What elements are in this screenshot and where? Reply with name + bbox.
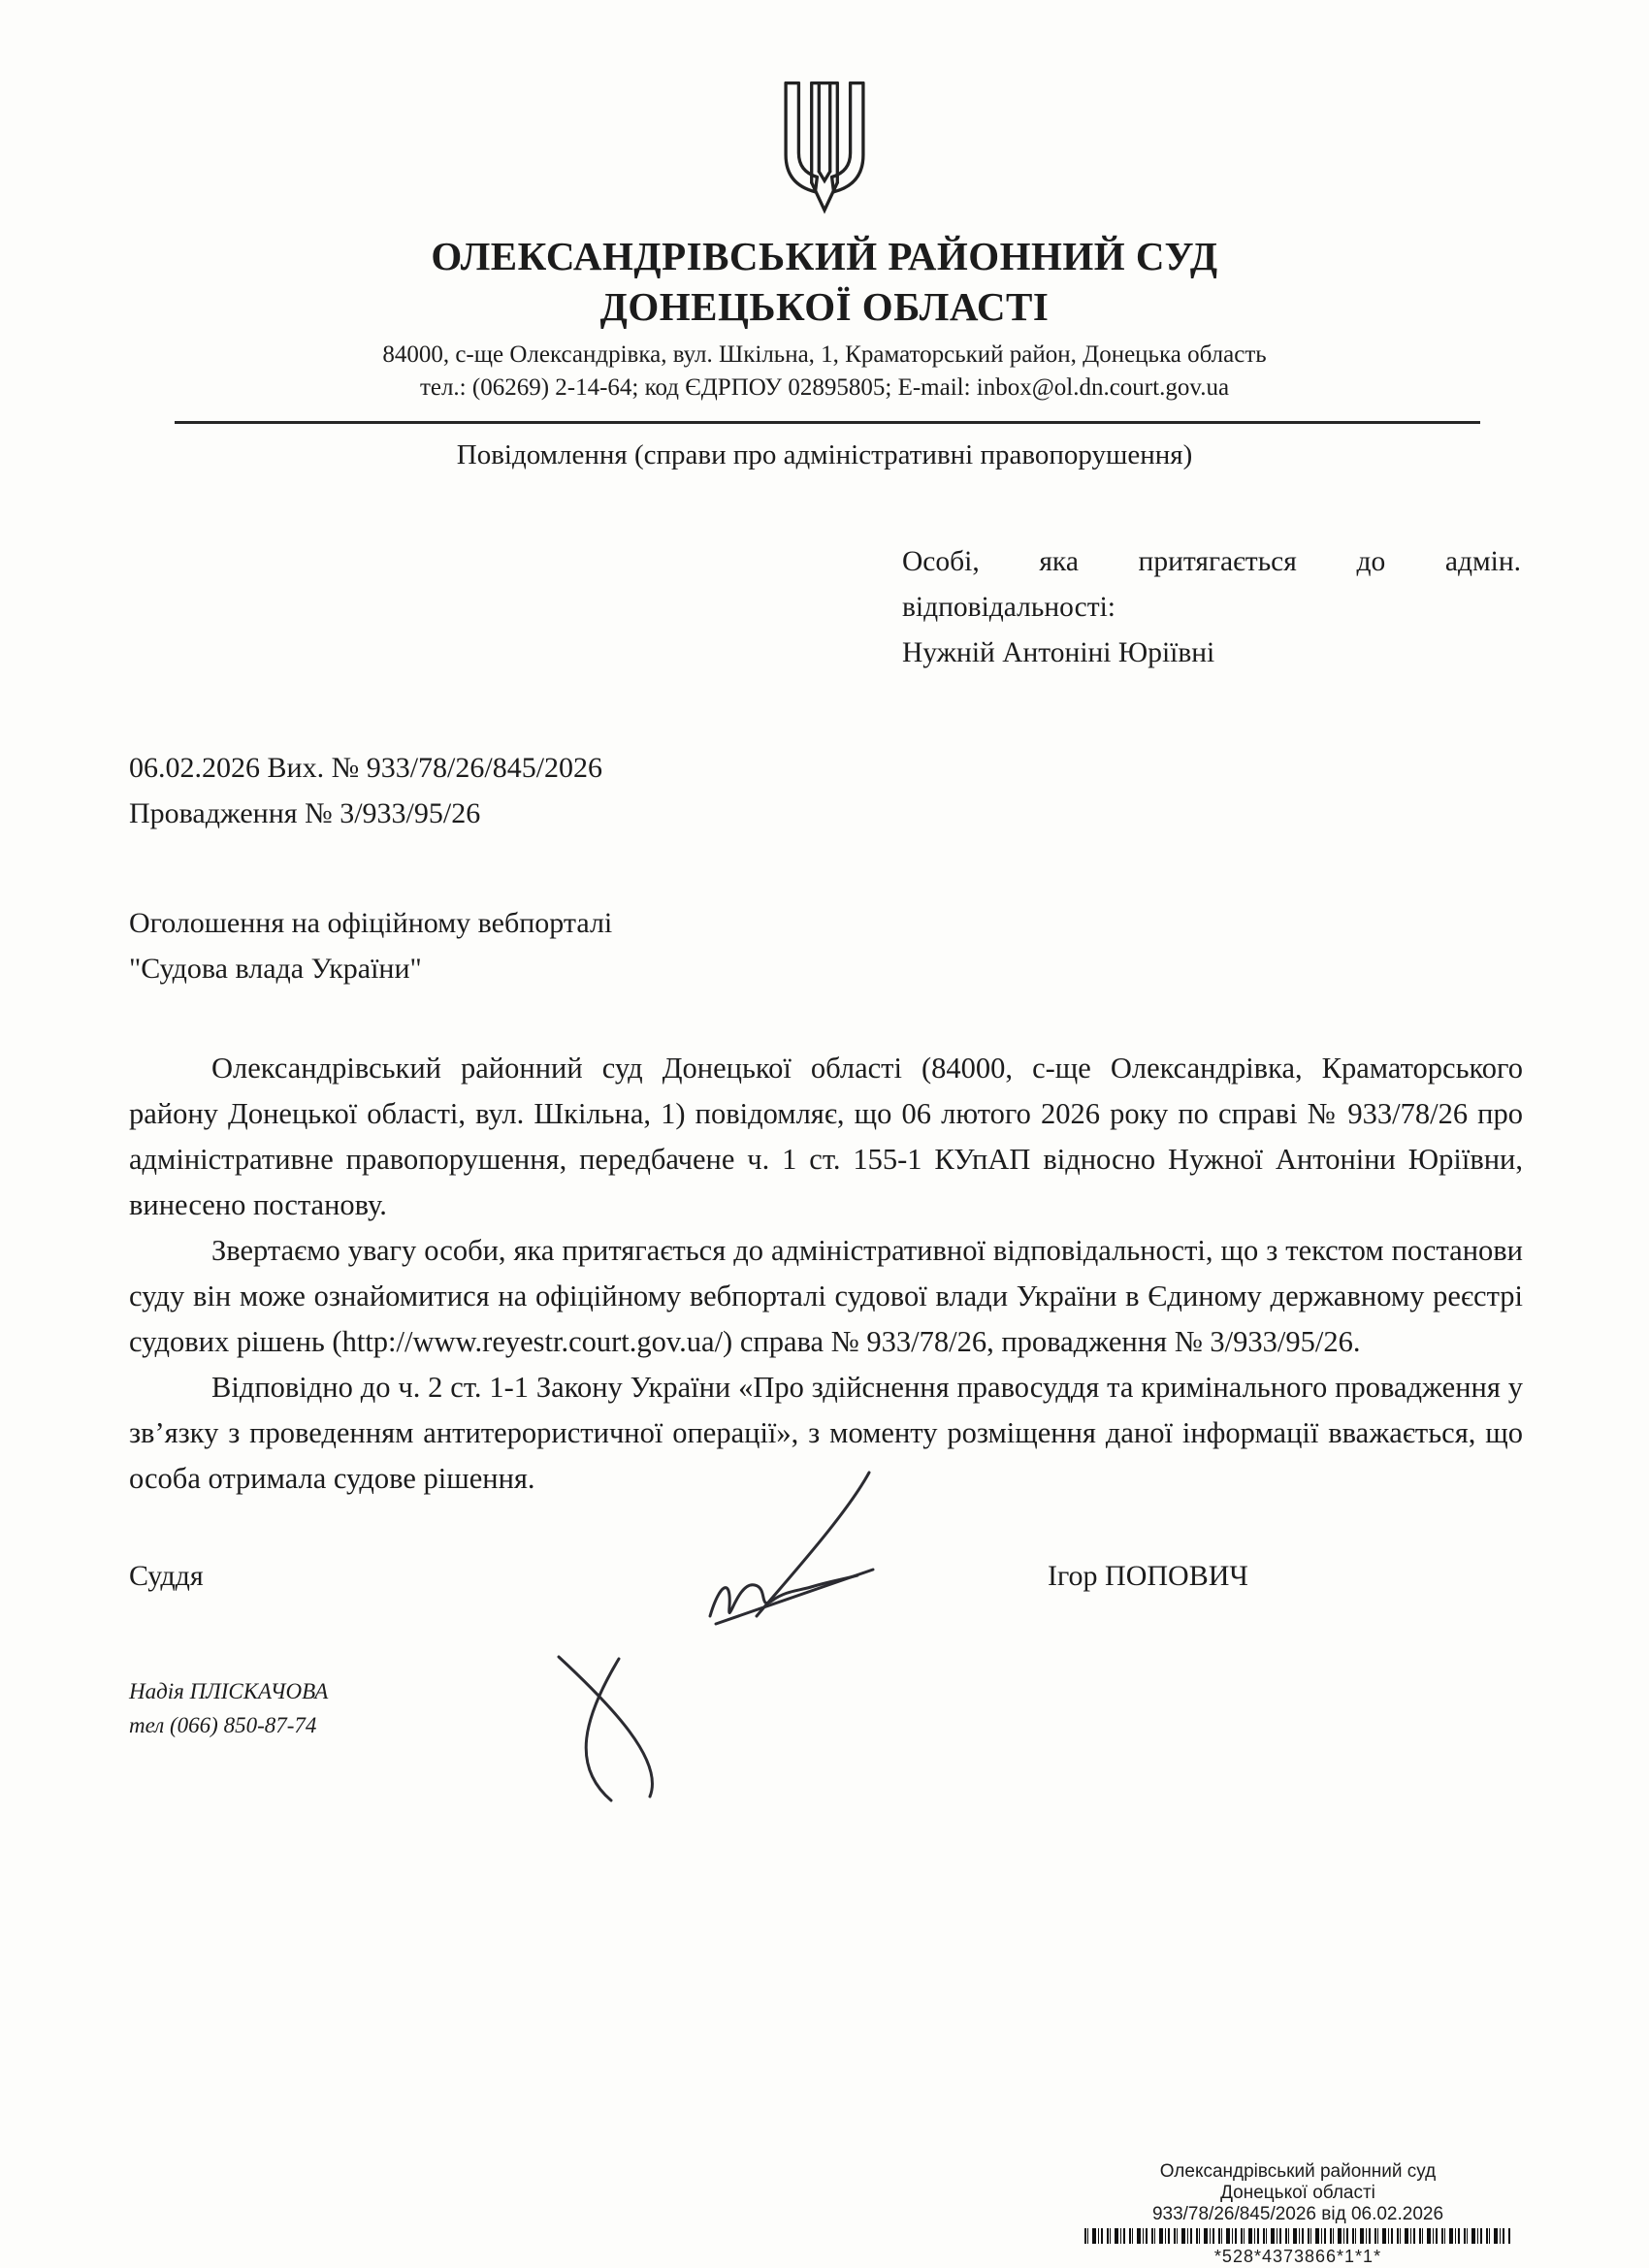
footer-stamp <box>1077 2161 1519 2267</box>
clerk-block <box>129 1674 328 1742</box>
proceeding-number: Провадження № 3/933/95/26 <box>129 797 481 829</box>
footer-reference: 933/78/26/845/2026 від 06.02.2026 <box>1151 2204 1444 2224</box>
clerk-phone: тел (066) 850-87-74 <box>129 1713 317 1737</box>
outgoing-number: 06.02.2026 Вих. № 933/78/26/845/2026 <box>129 752 603 784</box>
addressee-block <box>902 539 1521 676</box>
addressee-name: Нужній Антоніні Юріївні <box>902 637 1215 668</box>
body-paragraph-1: Олександрівський районний суд Донецької області (84000, с-ще Олександрівка, Краматорського району Донецької області, вул. Шкільна, 1) повідомляє, що 06 лютого 2026 року по справі № 933/78/26 про адміністративне правопорушення, передбачене ч. 1 ст. 155-1 КУпАП відносно Нужної Антоніни Юріївни, винесено постанову. <box>129 1052 1523 1221</box>
subject-line2: "Судова влада України" <box>129 953 422 985</box>
subject-block <box>129 900 612 991</box>
addressee-line: відповідальності: <box>902 592 1116 623</box>
judge-name: Ігор ПОПОВИЧ <box>1048 1560 1248 1592</box>
subject-line1: Оголошення на офіційному вебпорталі <box>129 907 613 939</box>
header-divider <box>175 421 1480 424</box>
reference-block <box>129 745 602 836</box>
judge-label: Суддя <box>129 1560 204 1592</box>
clerk-name: Надія ПЛІСКАЧОВА <box>129 1679 329 1703</box>
barcode <box>1084 2228 1511 2244</box>
court-address: 84000, с-ще Олександрівка, вул. Шкільна, 1, Краматорський район, Донецька область <box>382 341 1267 368</box>
body-paragraph-2: Звертаємо увагу особи, яка притягається до адміністративної відповідальності, що з текстом постанови суду він може ознайомитися на офіційному вебпорталі судової влади України в Єдиному державному реєстрі судових рішень (http://www.reyestr.court.gov.ua/) справа № 933/78/26, провадження № 3/933/95/26. <box>129 1234 1523 1358</box>
barcode-text: *528*4373866*1*1* <box>1213 2247 1382 2266</box>
footer-court-name-line1: Олександрівський районний суд <box>1159 2161 1437 2182</box>
addressee-line: Особі, яка притягається до адмін. <box>902 546 1521 577</box>
court-name-line1: ОЛЕКСАНДРІВСЬКИЙ РАЙОННИЙ СУД <box>431 234 1218 278</box>
court-contacts: тел.: (06269) 2-14-64; код ЄДРПОУ 02895805; E-mail: inbox@ol.dn.court.gov.ua <box>419 374 1230 401</box>
footer-court-name-line2: Донецької області <box>1220 2183 1375 2203</box>
body-paragraph-3: Відповідно до ч. 2 ст. 1-1 Закону України «Про здійснення правосуддя та кримінального провадження у зв’язку з проведенням антитерористичної операції», з моменту розміщення даної інформації вважається, що особа отримала судове рішення. <box>129 1371 1523 1495</box>
letter-body <box>129 1046 1523 1502</box>
document-type-title: Повідомлення (справи про адміністративні правопорушення) <box>456 439 1193 470</box>
court-name-line2: ДОНЕЦЬКОЇ ОБЛАСТІ <box>599 284 1050 329</box>
ukraine-trident-icon <box>769 73 880 226</box>
